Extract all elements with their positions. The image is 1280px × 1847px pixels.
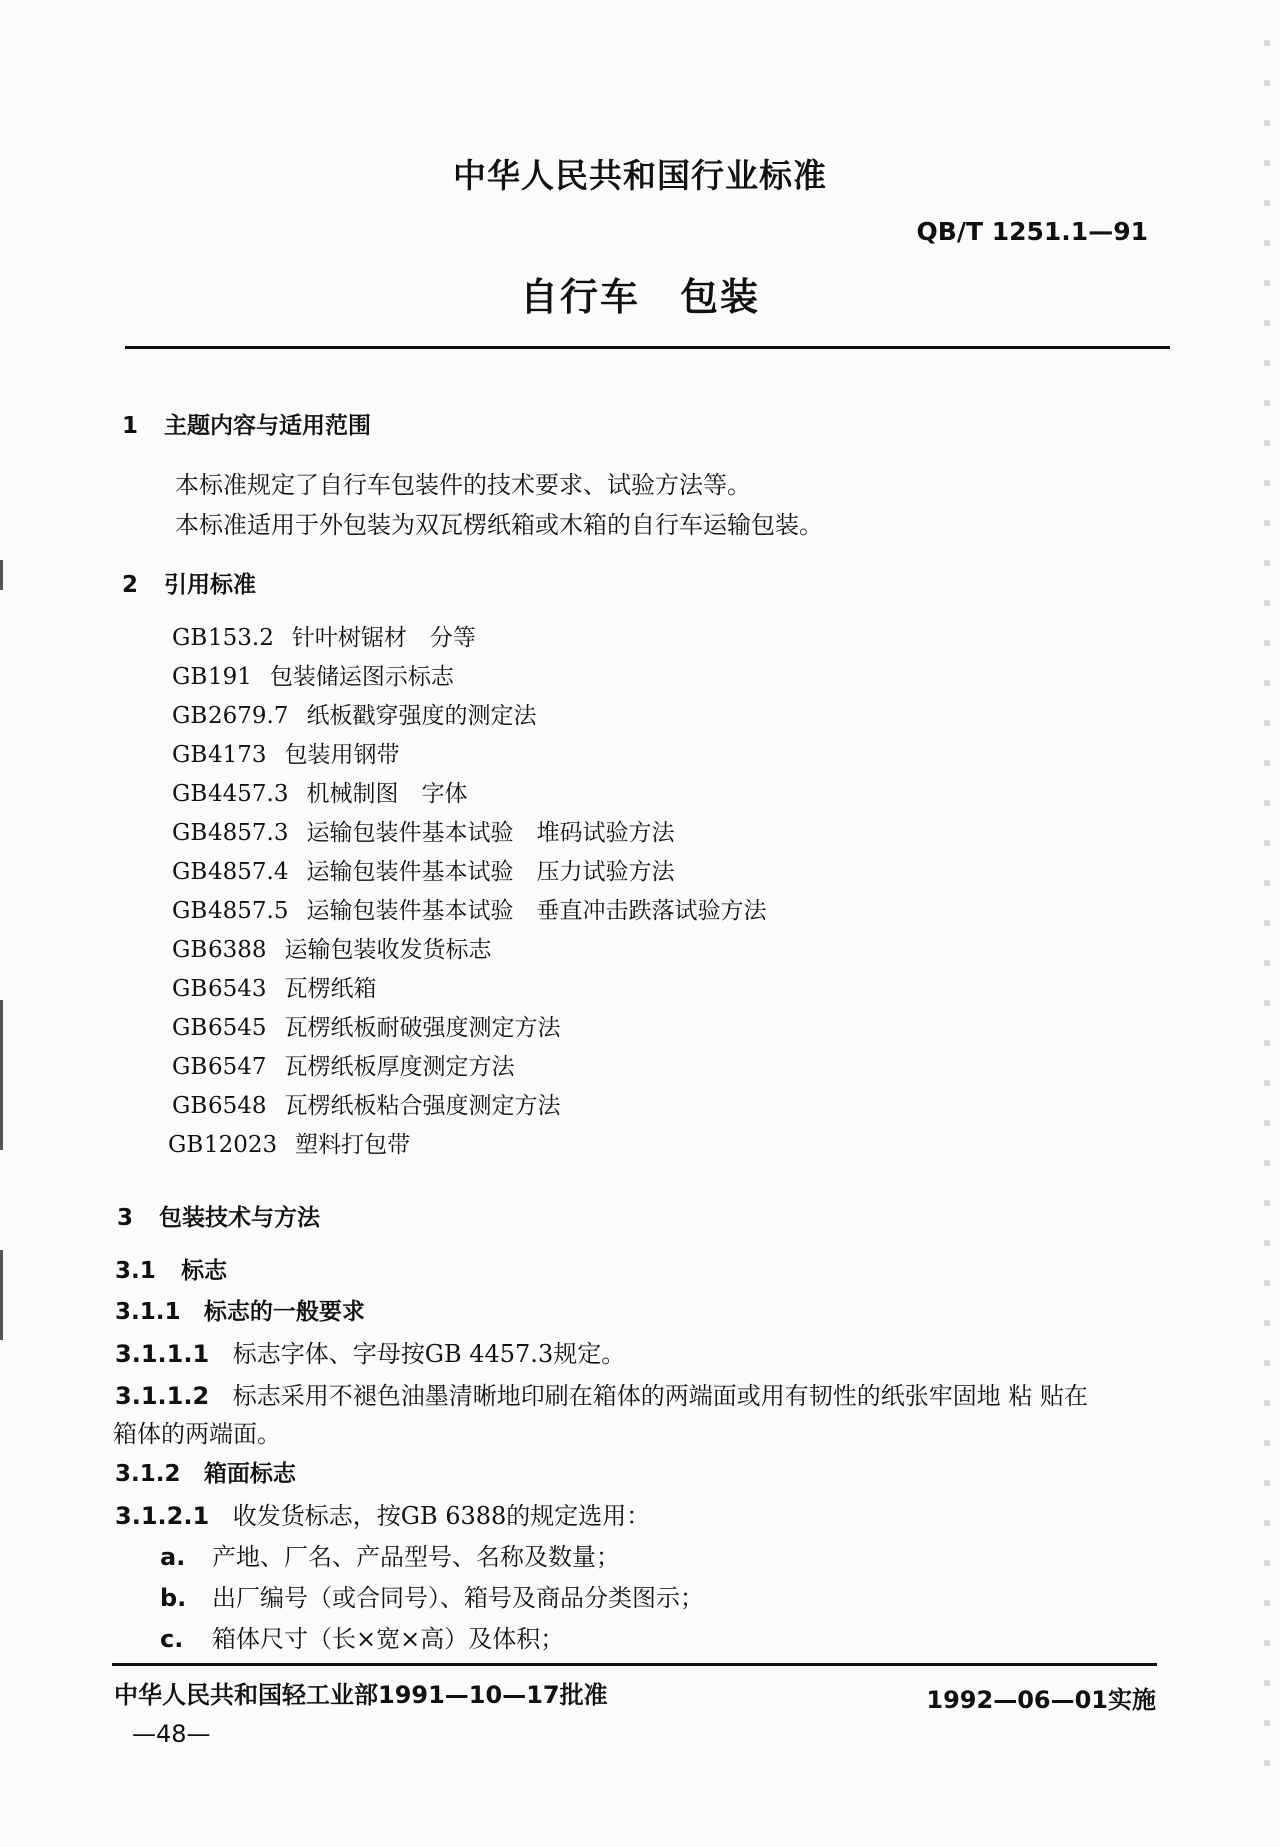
- ref-number: 2679.7: [208, 703, 289, 729]
- ref-number: 6543: [208, 976, 267, 1002]
- scan-left-mark: [0, 1000, 3, 1150]
- reference-item: [172, 775, 467, 808]
- subsection-number: 3.1.2: [115, 1461, 181, 1487]
- ref-title: 运输包装件基本试验 压力试验方法: [306, 859, 675, 885]
- ref-code: GB: [172, 742, 208, 768]
- ref-title: 运输包装件基本试验 垂直冲击跌落试验方法: [306, 898, 767, 924]
- ref-code: GB: [172, 1093, 208, 1119]
- subsection-heading: [115, 1252, 227, 1285]
- page-number: —48—: [132, 1720, 211, 1748]
- ref-number: 153.2: [208, 625, 274, 651]
- subsection-title: 箱面标志: [203, 1461, 296, 1487]
- ref-code: GB: [172, 976, 208, 1002]
- clause-continuation: 箱体的两端面。: [113, 1420, 281, 1448]
- ref-title: 机械制图 字体: [306, 781, 468, 807]
- scan-left-mark: [0, 1250, 3, 1340]
- ref-number: 191: [208, 664, 252, 690]
- reference-item: [172, 814, 674, 847]
- list-item: [160, 1578, 704, 1613]
- reference-item: [172, 1048, 515, 1081]
- ref-code: GB: [172, 781, 208, 807]
- section-title: 主题内容与适用范围: [164, 413, 372, 439]
- section-number: 2: [122, 572, 139, 598]
- ref-code: GB: [172, 703, 208, 729]
- document-title: 自行车 包装: [519, 275, 760, 319]
- section-number: 1: [122, 413, 139, 439]
- ref-title: 针叶树锯材 分等: [291, 625, 476, 651]
- ref-number: 4457.3: [208, 781, 289, 807]
- ref-number: 4857.4: [208, 859, 289, 885]
- clause: [115, 1334, 625, 1369]
- ref-code: GB: [172, 625, 208, 651]
- clause-text: 收发货标志，按GB 6388的规定选用：: [232, 1502, 651, 1530]
- ref-code: GB: [172, 859, 208, 885]
- ref-title: 瓦楞纸板粘合强度测定方法: [284, 1093, 561, 1119]
- list-item: [160, 1619, 564, 1654]
- ref-code: GB: [172, 937, 208, 963]
- ref-title: 包装储运图示标志: [269, 664, 454, 690]
- ref-code: GB: [172, 820, 208, 846]
- subsection-number: 3.1: [115, 1258, 156, 1284]
- ref-title: 瓦楞纸板厚度测定方法: [284, 1054, 515, 1080]
- reference-item: [168, 1126, 410, 1159]
- reference-item: [172, 853, 674, 886]
- clause: [115, 1496, 650, 1531]
- ref-title: 运输包装收发货标志: [284, 937, 492, 963]
- ref-number: 6388: [208, 937, 267, 963]
- list-label: b.: [160, 1584, 187, 1612]
- list-label: a.: [160, 1543, 186, 1571]
- ref-number: 6545: [208, 1015, 267, 1041]
- clause-text: 标志采用不褪色油墨清晰地印刷在箱体的两端面或用有韧性的纸张牢固地 粘 贴在: [232, 1382, 1089, 1410]
- ref-code: GB: [172, 1015, 208, 1041]
- list-text: 产地、厂名、产品型号、名称及数量；: [212, 1543, 620, 1571]
- ref-number: 4857.5: [208, 898, 289, 924]
- clause: [115, 1376, 1088, 1411]
- ref-code: GB: [172, 898, 208, 924]
- section-1-heading: [122, 407, 371, 440]
- section-2-heading: [122, 566, 256, 599]
- ref-title: 运输包装件基本试验 堆码试验方法: [306, 820, 675, 846]
- footer-rule: [112, 1663, 1157, 1666]
- clause-text: 标志字体、字母按GB 4457.3规定。: [232, 1340, 626, 1368]
- scan-left-mark: [0, 560, 3, 590]
- ref-title: 纸板戳穿强度的测定法: [306, 703, 537, 729]
- list-item: [160, 1537, 620, 1572]
- list-label: c.: [160, 1625, 184, 1653]
- ref-title: 塑料打包带: [295, 1132, 411, 1158]
- reference-item: [172, 658, 454, 691]
- subsection-heading: [115, 1455, 296, 1488]
- reference-item: [172, 931, 492, 964]
- standard-code: QB/T 1251.1—91: [916, 217, 1148, 246]
- ref-title: 瓦楞纸板耐破强度测定方法: [284, 1015, 561, 1041]
- ref-code: GB: [168, 1132, 204, 1158]
- approval-line: 中华人民共和国轻工业部1991—10—17批准: [114, 1681, 608, 1709]
- list-text: 出厂编号（或合同号）、箱号及商品分类图示；: [212, 1584, 704, 1612]
- ref-number: 4173: [208, 742, 267, 768]
- clause-number: 3.1.2.1: [115, 1502, 210, 1530]
- subsection-heading: [115, 1293, 365, 1326]
- clause-number: 3.1.1.2: [115, 1382, 210, 1410]
- reference-item: [172, 970, 377, 1003]
- reference-item: [172, 619, 476, 652]
- document-org: 中华人民共和国行业标准: [453, 156, 827, 195]
- paragraph: 本标准规定了自行车包装件的技术要求、试验方法等。: [175, 471, 751, 499]
- subsection-number: 3.1.1: [115, 1299, 181, 1325]
- reference-item: [172, 697, 536, 730]
- subsection-title: 标志: [181, 1258, 228, 1284]
- reference-item: [172, 1009, 561, 1042]
- section-title: 引用标准: [164, 572, 257, 598]
- subsection-title: 标志的一般要求: [203, 1299, 365, 1325]
- reference-item: [172, 736, 400, 769]
- reference-item: [172, 1087, 561, 1120]
- ref-code: GB: [172, 1054, 208, 1080]
- ref-number: 4857.3: [208, 820, 289, 846]
- reference-item: [172, 892, 766, 925]
- effective-date: 1992—06—01实施: [926, 1686, 1156, 1714]
- section-number: 3: [117, 1205, 134, 1231]
- ref-number: 6548: [208, 1093, 267, 1119]
- list-text: 箱体尺寸（长×宽×高）及体积；: [212, 1625, 565, 1653]
- ref-title: 包装用钢带: [284, 742, 400, 768]
- clause-number: 3.1.1.1: [115, 1340, 210, 1368]
- section-title: 包装技术与方法: [159, 1205, 321, 1231]
- header-rule: [125, 346, 1170, 349]
- paragraph: 本标准适用于外包装为双瓦楞纸箱或木箱的自行车运输包装。: [175, 511, 823, 539]
- section-3-heading: [117, 1199, 320, 1232]
- ref-title: 瓦楞纸箱: [284, 976, 377, 1002]
- ref-number: 12023: [204, 1132, 278, 1158]
- ref-code: GB: [172, 664, 208, 690]
- ref-number: 6547: [208, 1054, 267, 1080]
